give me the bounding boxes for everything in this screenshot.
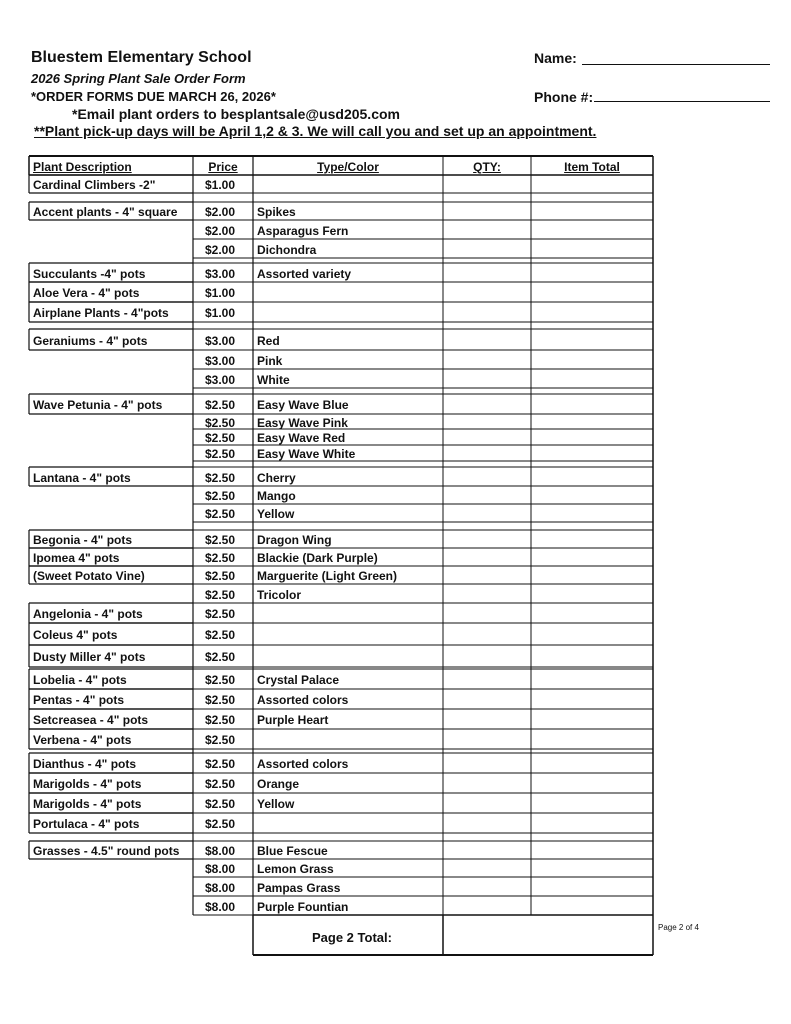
qty-field[interactable]	[444, 176, 530, 192]
price: $8.00	[205, 844, 236, 858]
plant-description: Dusty Miller 4" pots	[33, 650, 146, 664]
price: $1.00	[205, 286, 236, 300]
price: $2.50	[205, 471, 236, 485]
plant-description: Wave Petunia - 4" pots	[33, 398, 163, 412]
col-plant-description: Plant Description	[33, 160, 132, 174]
price: $2.50	[205, 607, 236, 621]
type-color: Orange	[257, 777, 300, 791]
pickup-notice: **Plant pick-up days will be April 1,2 & 3. We will call you and set up an appointment.	[34, 123, 597, 139]
price: $2.00	[205, 224, 236, 238]
type-color: Dichondra	[257, 243, 317, 257]
form-title: 2026 Spring Plant Sale Order Form	[31, 71, 246, 86]
qty-field[interactable]	[444, 754, 530, 772]
school-name: Bluestem Elementary School	[31, 49, 252, 66]
price: $3.00	[205, 267, 236, 281]
item-total-field[interactable]	[532, 754, 652, 772]
type-color: Blackie (Dark Purple)	[257, 551, 378, 565]
qty-field[interactable]	[444, 303, 530, 321]
plant-description: Cardinal Climbers -2"	[33, 178, 156, 192]
plant-description: Coleus 4" pots	[33, 628, 118, 642]
type-color: Tricolor	[257, 588, 302, 602]
price: $2.50	[205, 398, 236, 412]
plant-description: (Sweet Potato Vine)	[33, 569, 145, 583]
item-total-field[interactable]	[532, 585, 652, 602]
type-color: Purple Heart	[257, 713, 329, 727]
type-color: Easy Wave White	[257, 447, 356, 461]
price: $2.50	[205, 817, 236, 831]
plant-description: Verbena - 4" pots	[33, 733, 132, 747]
item-total-field[interactable]	[532, 446, 652, 460]
col-price: Price	[208, 160, 238, 174]
col-type-color: Type/Color	[317, 160, 379, 174]
price: $8.00	[205, 881, 236, 895]
qty-field[interactable]	[444, 774, 530, 792]
type-color: Assorted colors	[257, 757, 349, 771]
price: $2.50	[205, 489, 236, 503]
item-total-field[interactable]	[532, 860, 652, 876]
price: $3.00	[205, 334, 236, 348]
qty-field[interactable]	[444, 505, 530, 521]
price: $2.50	[205, 431, 236, 445]
type-color: Yellow	[257, 507, 295, 521]
item-total-field[interactable]	[532, 710, 652, 728]
plant-description: Setcreasea - 4" pots	[33, 713, 149, 727]
qty-field[interactable]	[444, 794, 530, 812]
qty-field[interactable]	[444, 604, 530, 622]
item-total-field[interactable]	[532, 221, 652, 238]
qty-field[interactable]	[444, 814, 530, 832]
plant-description: Marigolds - 4" pots	[33, 777, 142, 791]
type-color: Spikes	[257, 205, 296, 219]
item-total-field[interactable]	[532, 567, 652, 583]
qty-field[interactable]	[444, 283, 530, 301]
item-total-field[interactable]	[532, 176, 652, 192]
type-color: Lemon Grass	[257, 862, 334, 876]
item-total-field[interactable]	[532, 303, 652, 321]
qty-field[interactable]	[444, 549, 530, 565]
qty-field[interactable]	[444, 330, 530, 349]
item-total-field[interactable]	[532, 505, 652, 521]
qty-field[interactable]	[444, 415, 530, 428]
type-color: Blue Fescue	[257, 844, 328, 858]
qty-field[interactable]	[444, 842, 530, 858]
price: $2.50	[205, 628, 236, 642]
col-item-total: Item Total	[564, 160, 620, 174]
type-color: Marguerite (Light Green)	[257, 569, 398, 583]
phone-label: Phone #:	[534, 89, 594, 105]
type-color: Red	[257, 334, 280, 348]
item-total-field[interactable]	[532, 468, 652, 485]
qty-field[interactable]	[444, 670, 530, 688]
qty-field[interactable]	[444, 860, 530, 876]
qty-field[interactable]	[444, 897, 530, 914]
page-number: Page 2 of 4	[658, 923, 699, 932]
item-total-field[interactable]	[532, 240, 652, 257]
plant-description: Lobelia - 4" pots	[33, 673, 127, 687]
type-color: Purple Fountian	[257, 900, 349, 914]
item-total-field[interactable]	[532, 264, 652, 281]
item-total-field[interactable]	[532, 690, 652, 708]
qty-field[interactable]	[444, 370, 530, 387]
item-total-field[interactable]	[532, 203, 652, 219]
qty-field[interactable]	[444, 468, 530, 485]
item-total-field[interactable]	[532, 878, 652, 895]
price: $2.00	[205, 243, 236, 257]
plant-description: Angelonia - 4" pots	[33, 607, 143, 621]
item-total-field[interactable]	[532, 549, 652, 565]
qty-field[interactable]	[444, 446, 530, 460]
qty-field[interactable]	[444, 395, 530, 413]
type-color: Pink	[257, 354, 283, 368]
price: $2.50	[205, 673, 236, 687]
price: $2.50	[205, 588, 236, 602]
item-total-field[interactable]	[532, 370, 652, 387]
qty-field[interactable]	[444, 221, 530, 238]
price: $3.00	[205, 373, 236, 387]
price: $2.50	[205, 507, 236, 521]
plant-description: Aloe Vera - 4" pots	[33, 286, 140, 300]
qty-field[interactable]	[444, 690, 530, 708]
price: $2.50	[205, 551, 236, 565]
plant-description: Geraniums - 4" pots	[33, 334, 148, 348]
type-color: Easy Wave Blue	[257, 398, 349, 412]
price: $1.00	[205, 178, 236, 192]
type-color: Crystal Palace	[257, 673, 340, 687]
price: $2.00	[205, 205, 236, 219]
plant-description: Grasses - 4.5" round pots	[33, 844, 180, 858]
plant-description: Airplane Plants - 4"pots	[33, 306, 169, 320]
qty-field[interactable]	[444, 240, 530, 257]
plant-description: Succulants -4" pots	[33, 267, 146, 281]
plant-description: Marigolds - 4" pots	[33, 797, 142, 811]
price: $8.00	[205, 900, 236, 914]
page-total-field[interactable]	[445, 917, 651, 953]
plant-description: Pentas - 4" pots	[33, 693, 125, 707]
type-color: Cherry	[257, 471, 296, 485]
price: $2.50	[205, 569, 236, 583]
qty-field[interactable]	[444, 531, 530, 547]
price: $2.50	[205, 447, 236, 461]
item-total-field[interactable]	[532, 670, 652, 688]
type-color: Easy Wave Pink	[257, 416, 348, 430]
item-total-field[interactable]	[532, 415, 652, 428]
plant-description: Ipomea 4" pots	[33, 551, 120, 565]
item-total-field[interactable]	[532, 604, 652, 622]
item-total-field[interactable]	[532, 531, 652, 547]
type-color: Assorted variety	[257, 267, 352, 281]
type-color: Mango	[257, 489, 296, 503]
col-qty: QTY:	[473, 160, 501, 174]
type-color: Easy Wave Red	[257, 431, 346, 445]
qty-field[interactable]	[444, 567, 530, 583]
price: $2.50	[205, 693, 236, 707]
price: $2.50	[205, 650, 236, 664]
item-total-field[interactable]	[532, 430, 652, 444]
item-total-field[interactable]	[532, 774, 652, 792]
type-color: Yellow	[257, 797, 295, 811]
plant-description: Lantana - 4" pots	[33, 471, 131, 485]
price: $2.50	[205, 757, 236, 771]
plant-description: Dianthus - 4" pots	[33, 757, 137, 771]
type-color: Asparagus Fern	[257, 224, 349, 238]
qty-field[interactable]	[444, 264, 530, 281]
qty-field[interactable]	[444, 351, 530, 368]
due-notice: *ORDER FORMS DUE MARCH 26, 2026*	[31, 89, 276, 104]
price: $2.50	[205, 797, 236, 811]
price: $3.00	[205, 354, 236, 368]
item-total-field[interactable]	[532, 330, 652, 349]
price: $2.50	[205, 713, 236, 727]
item-total-field[interactable]	[532, 794, 652, 812]
item-total-field[interactable]	[532, 624, 652, 644]
qty-field[interactable]	[444, 203, 530, 219]
qty-field[interactable]	[444, 710, 530, 728]
item-total-field[interactable]	[532, 487, 652, 503]
plant-description: Begonia - 4" pots	[33, 533, 133, 547]
item-total-field[interactable]	[532, 395, 652, 413]
type-color: Dragon Wing	[257, 533, 332, 547]
item-total-field[interactable]	[532, 646, 652, 666]
qty-field[interactable]	[444, 487, 530, 503]
name-label: Name:	[534, 50, 577, 66]
qty-field[interactable]	[444, 624, 530, 644]
qty-field[interactable]	[444, 585, 530, 602]
type-color: Pampas Grass	[257, 881, 341, 895]
item-total-field[interactable]	[532, 814, 652, 832]
plant-description: Portulaca - 4" pots	[33, 817, 140, 831]
type-color: White	[257, 373, 290, 387]
item-total-field[interactable]	[532, 351, 652, 368]
price: $2.50	[205, 777, 236, 791]
price: $2.50	[205, 533, 236, 547]
item-total-field[interactable]	[532, 897, 652, 914]
price: $1.00	[205, 306, 236, 320]
price: $2.50	[205, 733, 236, 747]
qty-field[interactable]	[444, 878, 530, 895]
page-total-label: Page 2 Total:	[312, 930, 392, 945]
item-total-field[interactable]	[532, 730, 652, 748]
qty-field[interactable]	[444, 730, 530, 748]
qty-field[interactable]	[444, 646, 530, 666]
price: $2.50	[205, 416, 236, 430]
email-notice: *Email plant orders to besplantsale@usd205.com	[72, 106, 400, 122]
plant-description: Accent plants - 4" square	[33, 205, 178, 219]
qty-field[interactable]	[444, 430, 530, 444]
item-total-field[interactable]	[532, 283, 652, 301]
item-total-field[interactable]	[532, 842, 652, 858]
price: $8.00	[205, 862, 236, 876]
type-color: Assorted colors	[257, 693, 349, 707]
